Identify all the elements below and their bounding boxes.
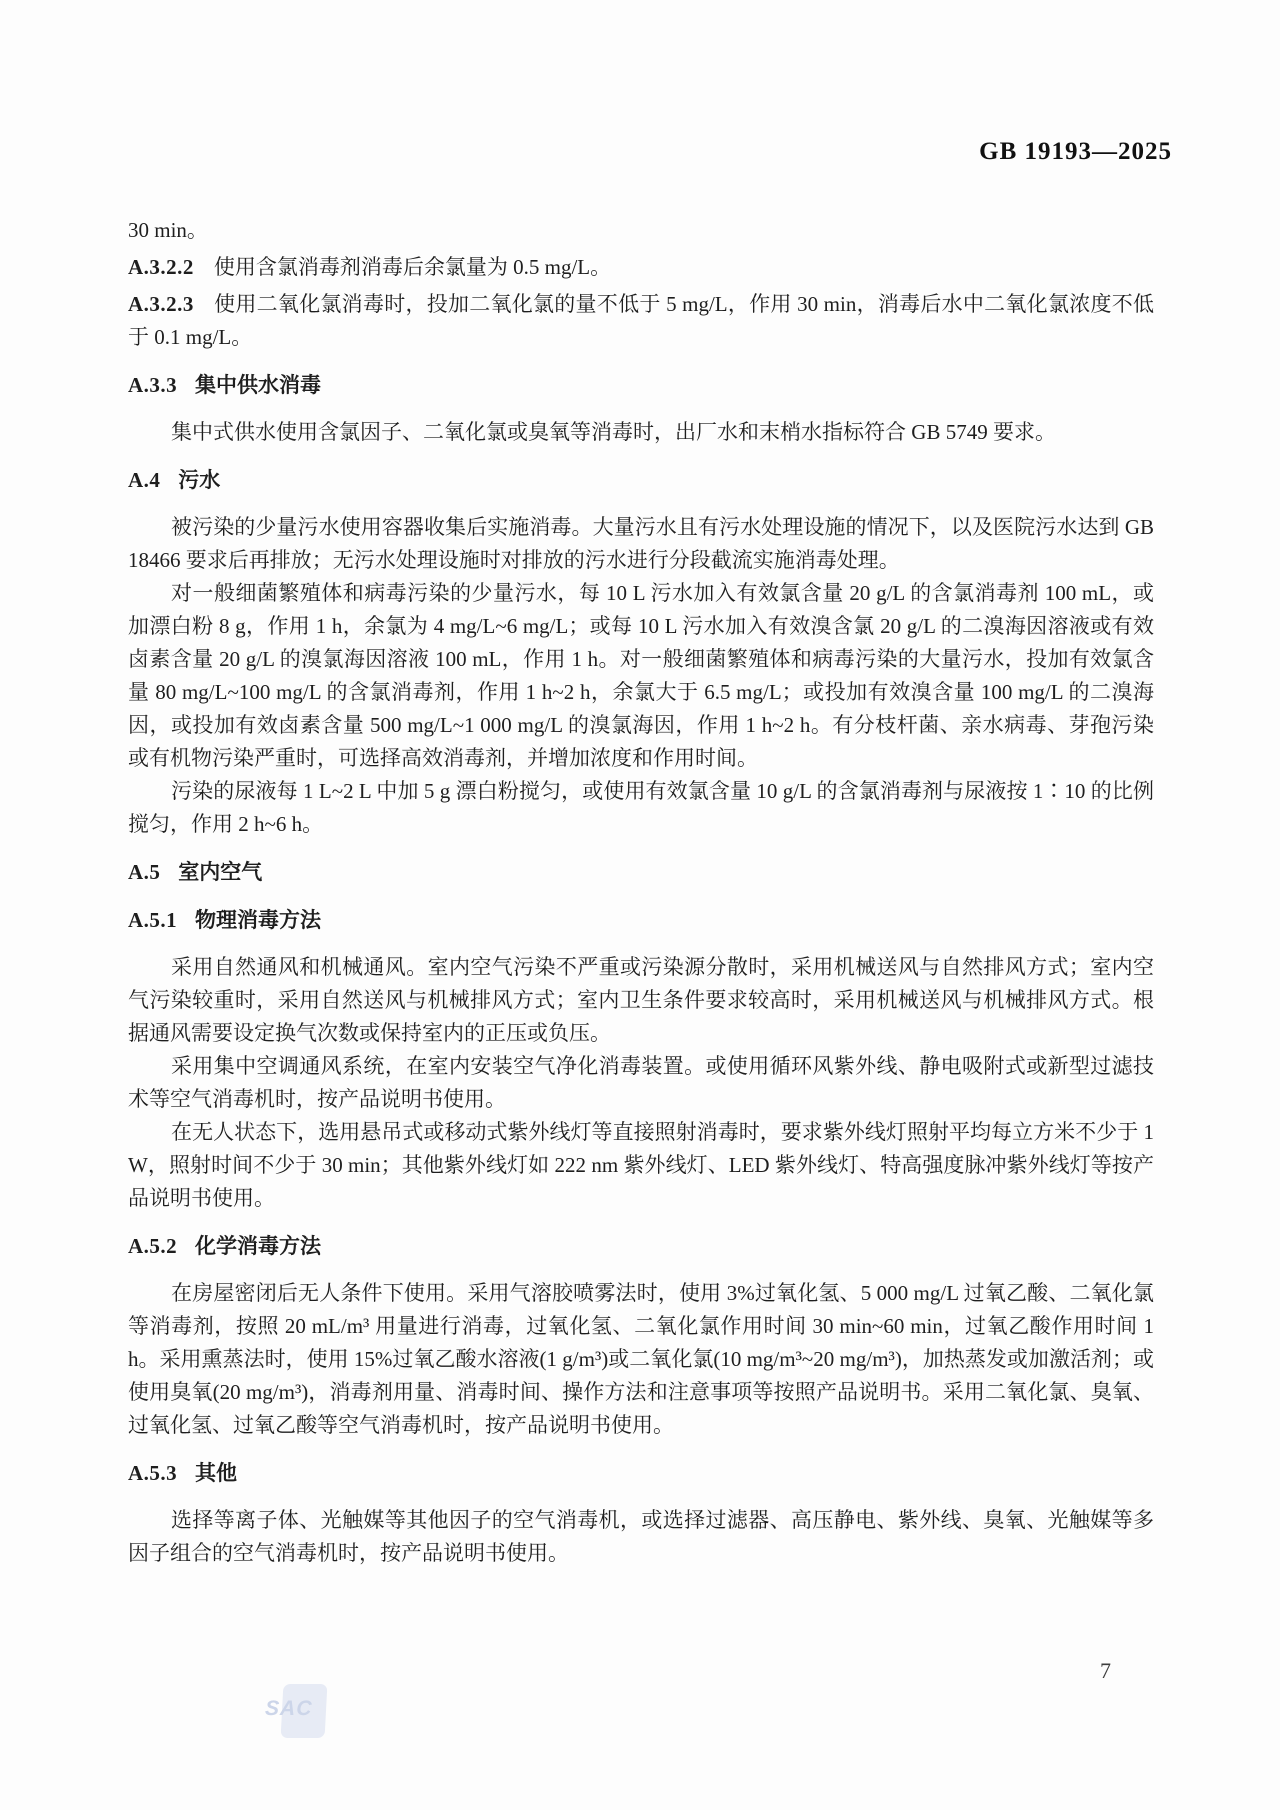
section-heading-a5 xyxy=(128,856,1154,889)
clause-number: A.3.2.3 xyxy=(128,292,194,316)
section-title: 其他 xyxy=(195,1462,238,1485)
paragraph: 在房屋密闭后无人条件下使用。采用气溶胶喷雾法时，使用 3%过氧化氢、5 000 mg/L 过氧乙酸、二氧化氯等消毒剂，按照 20 mL/m³ 用量进行消毒，过氧化氢、二氧化氯作用时间 30 min~60 min，过氧乙酸作用时间 1 h。采用熏蒸法时，使用 15%过氧乙酸水溶液(1 g/m³)或二氧化氯(10 mg/m³~20 mg/m³)，加热蒸发或加激活剂；或使用臭氧(20 mg/m³)，消毒剂用量、消毒时间、操作方法和注意事项等按照产品说明书。采用二氧化氯、臭氧、过氧化氢、过氧乙酸等空气消毒机时，按产品说明书使用。 xyxy=(128,1281,1154,1437)
section-heading-a5-1 xyxy=(128,904,1154,937)
page-number: 7 xyxy=(1100,1658,1111,1683)
paragraph: 在无人状态下，选用悬吊式或移动式紫外线灯等直接照射消毒时，要求紫外线灯照射平均每立方米不少于 1 W，照射时间不少于 30 min；其他紫外线灯如 222 nm 紫外线灯、LED 紫外线灯、特高强度脉冲紫外线灯等按产品说明书使用。 xyxy=(128,1120,1154,1210)
section-number: A.3.3 xyxy=(128,373,178,397)
section-heading-a5-3 xyxy=(128,1457,1154,1490)
paragraph: 被污染的少量污水使用容器收集后实施消毒。大量污水且有污水处理设施的情况下，以及医院污水达到 GB 18466 要求后再排放；无污水处理设施时对排放的污水进行分段截流实施消毒处理。 xyxy=(128,515,1154,572)
section-title: 化学消毒方法 xyxy=(195,1235,322,1258)
document-body xyxy=(128,214,1154,1570)
paragraph: 采用自然通风和机械通风。室内空气污染不严重或污染源分散时，采用机械送风与自然排风方式；室内空气污染较重时，采用自然送风与机械排风方式；室内卫生条件要求较高时，采用机械送风与机械排风方式。根据通风需要设定换气次数或保持室内的正压或负压。 xyxy=(128,955,1154,1045)
section-number: A.5.1 xyxy=(128,908,178,932)
section-title: 室内空气 xyxy=(178,861,263,884)
paragraph-continuation: 30 min。 xyxy=(128,218,208,242)
section-number: A.5.2 xyxy=(128,1234,178,1258)
section-number: A.4 xyxy=(128,468,161,492)
section-number: A.5 xyxy=(128,860,161,884)
paragraph: 采用集中空调通风系统，在室内安装空气净化消毒装置。或使用循环风紫外线、静电吸附式或新型过滤技术等空气消毒机时，按产品说明书使用。 xyxy=(128,1054,1154,1111)
sac-logo-watermark xyxy=(264,1684,328,1738)
paragraph: 污染的尿液每 1 L~2 L 中加 5 g 漂白粉搅匀，或使用有效氯含量 10 g/L 的含氯消毒剂与尿液按 1∶10 的比例搅匀，作用 2 h~6 h。 xyxy=(128,779,1154,836)
section-heading-a3-3 xyxy=(128,369,1154,402)
section-heading-a5-2 xyxy=(128,1230,1154,1263)
clause-text: 使用含氯消毒剂消毒后余氯量为 0.5 mg/L。 xyxy=(213,255,612,279)
paragraph: 选择等离子体、光触媒等其他因子的空气消毒机，或选择过滤器、高压静电、紫外线、臭氧、光触媒等多因子组合的空气消毒机时，按产品说明书使用。 xyxy=(128,1508,1154,1565)
paragraph: 对一般细菌繁殖体和病毒污染的少量污水，每 10 L 污水加入有效氯含量 20 g/L 的含氯消毒剂 100 mL，或加漂白粉 8 g，作用 1 h，余氯为 4 mg/L~6 mg/L；或每 10 L 污水加入有效溴含氯 20 g/L 的二溴海因溶液或有效卤素含量 20 g/L 的溴氯海因溶液 100 mL，作用 1 h。对一般细菌繁殖体和病毒污染的大量污水，投加有效氯含量 80 mg/L~100 mg/L 的含氯消毒剂，作用 1 h~2 h，余氯大于 6.5 mg/L；或投加有效溴含量 100 mg/L 的二溴海因，或投加有效卤素含量 500 mg/L~1 000 mg/L 的溴氯海因，作用 1 h~2 h。有分枝杆菌、亲水病毒、芽孢污染或有机物污染严重时，可选择高效消毒剂，并增加浓度和作用时间。 xyxy=(128,581,1154,770)
section-number: A.5.3 xyxy=(128,1461,178,1485)
section-title: 污水 xyxy=(178,469,221,492)
paragraph: 集中式供水使用含氯因子、二氧化氯或臭氧等消毒时，出厂水和末梢水指标符合 GB 5749 要求。 xyxy=(171,420,1056,444)
clause-a3-2-3 xyxy=(128,288,1154,354)
clause-text: 使用二氧化氯消毒时，投加二氧化氯的量不低于 5 mg/L，作用 30 min，消毒后水中二氧化氯浓度不低于 0.1 mg/L。 xyxy=(128,292,1154,349)
clause-a3-2-2 xyxy=(128,251,1154,284)
sac-logo-text: SAC xyxy=(264,1697,314,1720)
clause-number: A.3.2.2 xyxy=(128,255,194,279)
section-title: 物理消毒方法 xyxy=(195,909,322,932)
section-heading-a4 xyxy=(128,464,1154,497)
section-title: 集中供水消毒 xyxy=(195,374,322,397)
standard-number-header: GB 19193—2025 xyxy=(979,138,1172,165)
